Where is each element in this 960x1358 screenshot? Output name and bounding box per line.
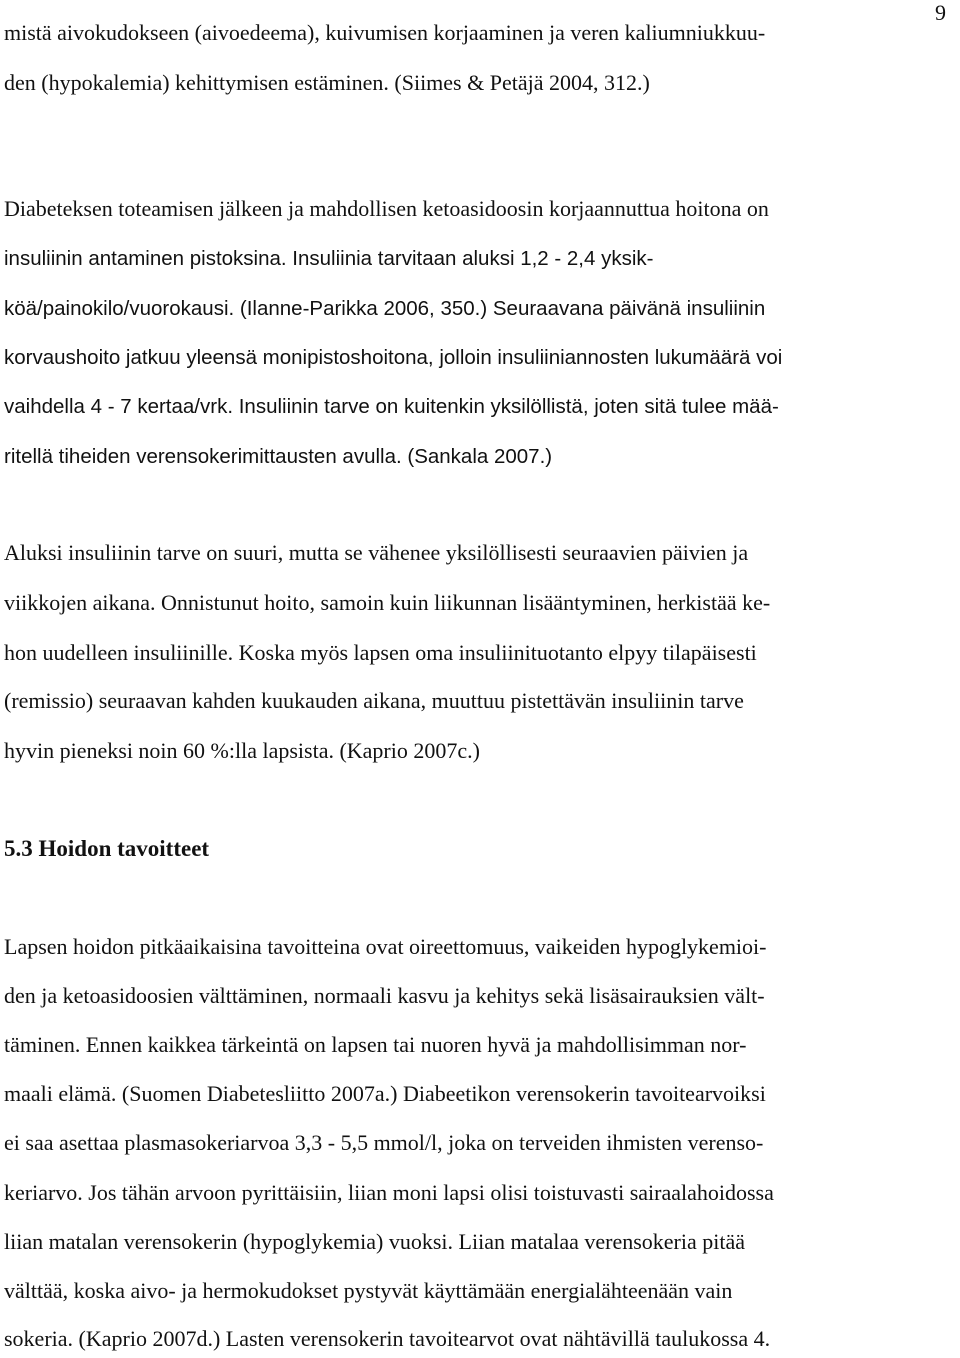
paragraph-2-line: korvaushoito jatkuu yleensä monipistoshoitona, jolloin insuliiniannosten lukumäärä voi: [4, 346, 783, 369]
paragraph-1-line: mistä aivokudokseen (aivoedeema), kuivumisen korjaaminen ja veren kaliumniukkuu-: [4, 20, 766, 45]
paragraph-4-line: liian matalan verensokerin (hypoglykemia) vuoksi. Liian matalaa verensokeria pitää: [4, 1229, 746, 1254]
paragraph-4-line: maali elämä. (Suomen Diabetesliitto 2007a.) Diabeetikon verensokerin tavoitearvoiksi: [4, 1081, 766, 1106]
paragraph-4-line: den ja ketoasidoosien välttäminen, normaali kasvu ja kehitys sekä lisäsairauksien vält-: [4, 983, 765, 1008]
paragraph-3-line: Aluksi insuliinin tarve on suuri, mutta se vähenee yksilöllisesti seuraavien päivien ja: [4, 540, 749, 565]
paragraph-4-line: täminen. Ennen kaikkea tärkeintä on lapsen tai nuoren hyvä ja mahdollisimman nor-: [4, 1032, 747, 1057]
paragraph-1-line: den (hypokalemia) kehittymisen estäminen. (Siimes & Petäjä 2004, 312.): [4, 70, 650, 95]
paragraph-3-line: viikkojen aikana. Onnistunut hoito, samoin kuin liikunnan lisääntyminen, herkistää ke-: [4, 590, 771, 615]
paragraph-2-line: vaihdella 4 - 7 kertaa/vrk. Insuliinin tarve on kuitenkin yksilöllistä, joten sitä tulee mää-: [4, 395, 779, 418]
paragraph-4-line: ei saa asettaa plasmasokeriarvoa 3,3 - 5,5 mmol/l, joka on terveiden ihmisten verenso-: [4, 1130, 764, 1155]
paragraph-3-line: hyvin pieneksi noin 60 %:lla lapsista. (Kaprio 2007c.): [4, 738, 480, 763]
paragraph-3-line: (remissio) seuraavan kahden kuukauden aikana, muuttuu pistettävän insuliinin tarve: [4, 688, 744, 713]
paragraph-4-line: välttää, koska aivo- ja hermokudokset pystyvät käyttämään energialähteenään vain: [4, 1278, 733, 1303]
paragraph-2-line: insuliinin antaminen pistoksina. Insuliinia tarvitaan aluksi 1,2 - 2,4 yksik-: [4, 247, 654, 270]
paragraph-2-line: köä/painokilo/vuorokausi. (Ilanne-Parikka 2006, 350.) Seuraavana päivänä insuliinin: [4, 297, 766, 320]
paragraph-2-line: Diabeteksen toteamisen jälkeen ja mahdollisen ketoasidoosin korjaannuttua hoitona on: [4, 196, 769, 221]
paragraph-2-line: ritellä tiheiden verensokerimittausten avulla. (Sankala 2007.): [4, 445, 553, 468]
paragraph-4-line: Lapsen hoidon pitkäaikaisina tavoitteina ovat oireettomuus, vaikeiden hypoglykemioi-: [4, 934, 767, 959]
paragraph-3-line: hon uudelleen insuliinille. Koska myös lapsen oma insuliinituotanto elpyy tilapäisesti: [4, 640, 757, 665]
section-heading: 5.3 Hoidon tavoitteet: [4, 836, 210, 861]
page-number: 9: [935, 0, 946, 25]
paragraph-4-line: sokeria. (Kaprio 2007d.) Lasten verensokerin tavoitearvot ovat nähtävillä taulukossa 4.: [4, 1326, 771, 1351]
paragraph-4-line: keriarvo. Jos tähän arvoon pyrittäisiin, liian moni lapsi olisi toistuvasti sairaalahoidossa: [4, 1180, 774, 1205]
